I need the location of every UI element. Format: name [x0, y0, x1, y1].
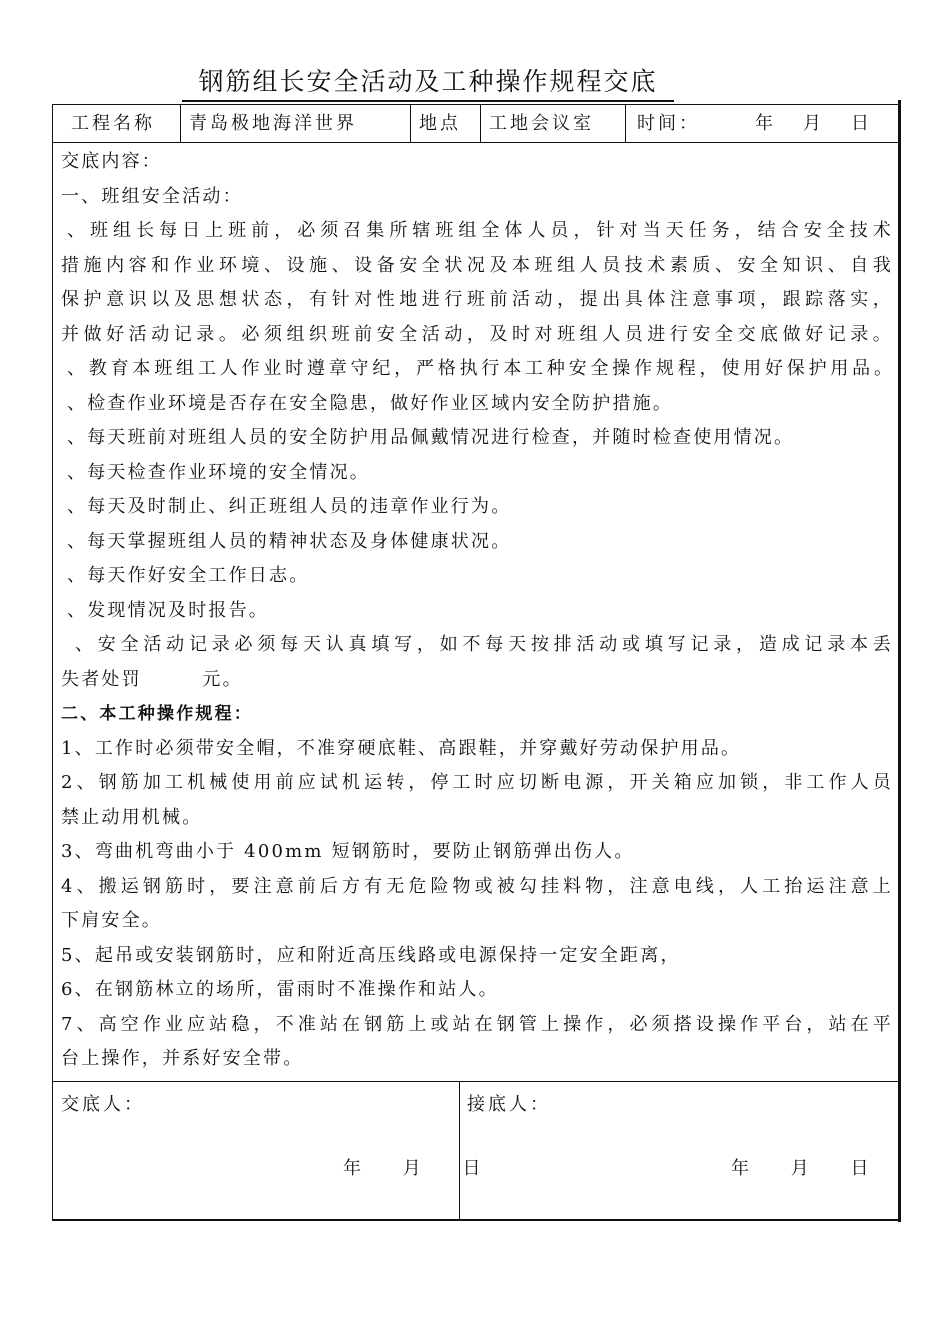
signature-row	[53, 1081, 898, 1220]
location-value[interactable]: 工地会议室	[489, 113, 594, 134]
disclosure-form	[52, 104, 900, 1221]
header-divider	[480, 105, 481, 143]
section2-line: 4、搬运钢筋时，要注意前后方有无危险物或被勾挂料物，注意电线，人工抬运注意上	[61, 875, 893, 897]
section2-line: 台上操作，并系好安全带。	[61, 1048, 304, 1069]
project-name-label: 工程名称	[71, 113, 155, 134]
section2-line: 禁止动用机械。	[61, 806, 203, 828]
receiver-label: 接底人：	[467, 1094, 551, 1115]
header-divider	[410, 105, 411, 143]
section2-line: 2、钢筋加工机械使用前应试机运转，停工时应切断电源，开关箱应加锁，非工作人员	[61, 772, 893, 793]
section1-line: 、检查作业环境是否存在安全隐患，做好作业区域内安全防护措施。	[67, 392, 673, 414]
document-title: 钢筋组长安全活动及工种操作规程交底	[182, 64, 674, 102]
section1-line: 失者处罚 元。	[61, 668, 243, 690]
header-row	[53, 105, 898, 143]
section1-line: 、每天检查作业环境的安全情况。	[67, 461, 370, 483]
section1-line: 、班组长每日上班前，必须召集所辖班组全体人员，针对当天任务，结合安全技术	[67, 220, 893, 241]
disclosure-content	[61, 145, 893, 1077]
section1-line: 并做好活动记录。必须组织班前安全活动，及时对班组人员进行安全交底做好记录。	[61, 323, 893, 345]
time-label: 时间：	[637, 113, 700, 134]
giver-label: 交底人：	[61, 1094, 145, 1115]
section2-line: 7、高空作业应站稳，不准站在钢筋上或站在钢管上操作，必须搭设操作平台，站在平	[61, 1013, 893, 1035]
section1-line: 、安全活动记录必须每天认真填写，如不每天按排活动或填写记录，造成记录本丢	[75, 634, 893, 655]
section1-line: 措施内容和作业环境、设施、设备安全状况及本班组人员技术素质、安全知识、自我	[61, 254, 893, 276]
receiver-date[interactable]: 年 月 日	[731, 1158, 887, 1179]
section1-line: 、教育本班组工人作业时遵章守纪，严格执行本工种安全操作规程，使用好保护用品。	[67, 358, 893, 379]
time-value[interactable]: 年 月 日	[755, 113, 875, 134]
project-name-value[interactable]: 青岛极地海洋世界	[189, 113, 357, 134]
section2-line: 1、工作时必须带安全帽，不准穿硬底鞋、高跟鞋，并穿戴好劳动保护用品。	[61, 737, 742, 759]
section1-line: 、每天及时制止、纠正班组人员的违章作业行为。	[67, 496, 512, 517]
section1-line: 保护意识以及思想状态，有针对性地进行班前活动，提出具体注意事项，跟踪落实，	[61, 289, 893, 310]
section1-line: 、每天作好安全工作日志。	[67, 565, 310, 586]
section1-line: 、每天班前对班组人员的安全防护用品佩戴情况进行检查，并随时检查使用情况。	[67, 427, 795, 448]
giver-date[interactable]: 年 月 日	[343, 1158, 499, 1179]
section2-line: 6、在钢筋林立的场所，雷雨时不准操作和站人。	[61, 979, 499, 1000]
header-divider	[180, 105, 181, 143]
header-divider	[625, 105, 626, 143]
section1-line: 、发现情况及时报告。	[67, 599, 269, 621]
section1-line: 、每天掌握班组人员的精神状态及身体健康状况。	[67, 530, 512, 552]
section2-line: 下肩安全。	[61, 910, 162, 931]
location-label: 地点	[419, 113, 461, 134]
content-heading: 交底内容：	[61, 151, 162, 172]
signature-divider	[459, 1082, 460, 1221]
section2-title: 二、本工种操作规程：	[61, 704, 253, 724]
section2-line: 3、弯曲机弯曲小于 400mm 短钢筋时，要防止钢筋弹出伤人。	[61, 841, 635, 862]
section1-title: 一、班组安全活动：	[61, 185, 243, 207]
section2-line: 5、起吊或安装钢筋时，应和附近高压线路或电源保持一定安全距离，	[61, 944, 681, 966]
